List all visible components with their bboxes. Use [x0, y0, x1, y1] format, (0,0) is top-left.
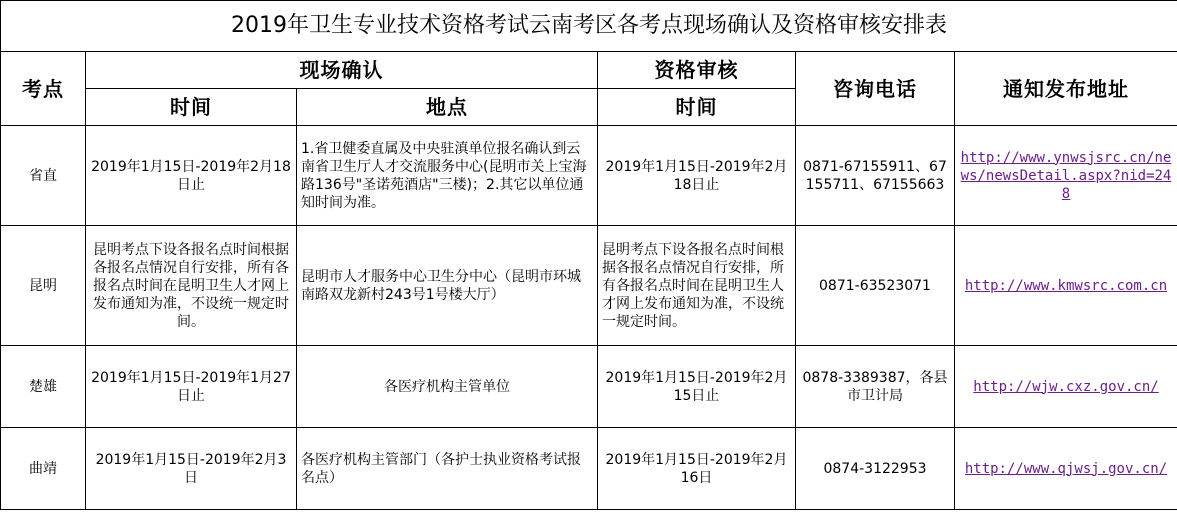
header-didian: 地点 [297, 89, 598, 126]
phone-cell: 0871-63523071 [796, 226, 955, 346]
place-cell: 各医疗机构主管单位 [297, 346, 598, 428]
review-cell: 昆明考点下设各报名点时间根据各报名点情况自行安排，所有各报名点时间在昆明卫生人才网上发布通知为准，不设统一规定时间。 [598, 226, 796, 346]
site-cell: 省直 [1, 126, 86, 226]
time-cell: 2019年1月15日-2019年1月27日止 [86, 346, 297, 428]
site-cell: 楚雄 [1, 346, 86, 428]
place-cell: 1.省卫健委直属及中央驻滇单位报名确认到云南省卫生厅人才交流服务中心(昆明市关上宝海路136号"圣诺苑酒店"三楼)；2.其它以单位通知时间为准。 [297, 126, 598, 226]
review-cell: 2019年1月15日-2019年2月16日 [598, 428, 796, 510]
time-cell: 昆明考点下设各报名点时间根据各报名点情况自行安排，所有各报名点时间在昆明卫生人才网上发布通知为准，不设统一规定时间。 [86, 226, 297, 346]
header-tongzhi: 通知发布地址 [955, 52, 1177, 126]
url-cell [955, 428, 1177, 510]
time-cell: 2019年1月15日-2019年2月18日止 [86, 126, 297, 226]
place-cell: 各医疗机构主管部门（各护士执业资格考试报名点） [297, 428, 598, 510]
phone-cell: 0874-3122953 [796, 428, 955, 510]
table-title: 2019年卫生专业技术资格考试云南考区各考点现场确认及资格审核安排表 [1, 1, 1177, 52]
url-cell [955, 126, 1177, 226]
notice-link[interactable]: http://www.kmwsrc.com.cn [964, 277, 1168, 294]
table-row [1, 346, 1177, 428]
phone-cell: 0878-3389387，各县市卫计局 [796, 346, 955, 428]
time-cell: 2019年1月15日-2019年2月3日 [86, 428, 297, 510]
site-cell: 昆明 [1, 226, 86, 346]
site-cell: 曲靖 [1, 428, 86, 510]
header-zige-shijian: 时间 [598, 89, 796, 126]
table-row [1, 126, 1177, 226]
header-xianchang: 现场确认 [86, 52, 598, 89]
notice-link[interactable]: http://www.ynwsjsrc.cn/news/newsDetail.aspx?nid=248 [960, 149, 1172, 202]
header-dianhua: 咨询电话 [796, 52, 955, 126]
phone-cell: 0871-67155911、67155711、67155663 [796, 126, 955, 226]
review-cell: 2019年1月15日-2019年2月18日止 [598, 126, 796, 226]
place-cell: 昆明市人才服务中心卫生分中心（昆明市环城南路双龙新村243号1号楼大厅） [297, 226, 598, 346]
notice-link[interactable]: http://www.qjwsj.gov.cn/ [964, 460, 1168, 477]
url-cell [955, 226, 1177, 346]
header-kaodian: 考点 [1, 52, 86, 126]
notice-link[interactable]: http://wjw.cxz.gov.cn/ [973, 378, 1159, 395]
review-cell: 2019年1月15日-2019年2月15日止 [598, 346, 796, 428]
table-row [1, 226, 1177, 346]
header-shijian: 时间 [86, 89, 297, 126]
table-row [1, 428, 1177, 510]
header-zige: 资格审核 [598, 52, 796, 89]
url-cell [955, 346, 1177, 428]
